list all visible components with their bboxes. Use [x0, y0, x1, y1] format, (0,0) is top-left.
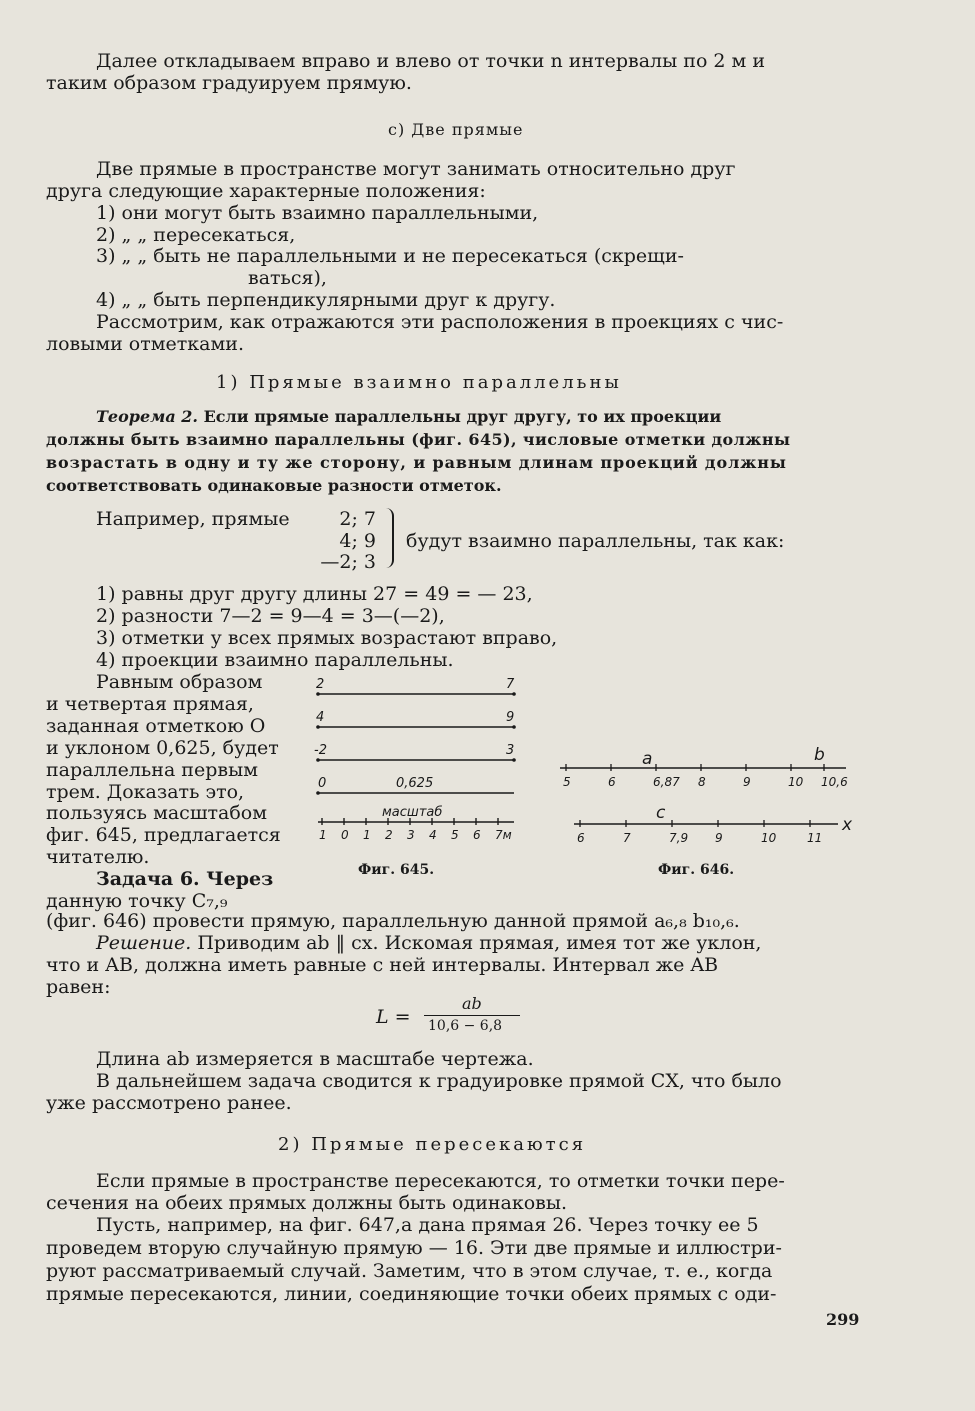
example-prefix: Например, прямые [96, 508, 290, 530]
f645-label: 9 [506, 710, 515, 725]
theorem-line: должны быть взаимно параллельны (фиг. 645), числовые отметки должны [46, 430, 791, 449]
point-a-label: a [642, 749, 653, 769]
formula [376, 994, 556, 1042]
tick-label: 6,87 [653, 775, 680, 789]
text-line: заданная отметкою О [46, 715, 266, 737]
text-line: уже рассмотрено ранее. [46, 1092, 292, 1114]
theorem-line [96, 405, 721, 428]
tick-label: 2 [385, 828, 393, 842]
point-b-label: b [814, 745, 825, 765]
text-line: ловыми отметками. [46, 333, 244, 355]
section-heading: 1) Прямые взаимно параллельны [216, 372, 622, 393]
text-line: ваться), [248, 267, 327, 289]
text-line: руют рассматриваемый случай. Заметим, что в этом случае, т. е., когда [46, 1260, 773, 1282]
tick-label: 9 [715, 831, 723, 845]
text-line: прямые пересекаются, линии, соединяющие точки обеих прямых с оди- [46, 1283, 777, 1305]
text-line: Рассмотрим, как отражаются эти расположения в проекциях с чис- [96, 311, 784, 333]
text-line: Пусть, например, на фиг. 647,а дана прямая 26. Через точку ее 5 [96, 1214, 759, 1236]
text-line: таким образом градуируем прямую. [46, 72, 412, 94]
solution-text: Приводим ab ‖ cx. Искомая прямая, имея тот же уклон, [197, 932, 762, 954]
formula-lhs: L = [376, 1006, 411, 1028]
tick-label: 5 [451, 828, 459, 842]
tick-label: 7,9 [669, 831, 689, 845]
section-heading: с) Две прямые [388, 120, 524, 139]
text-line: проведем вторую случайную прямую — 16. Эти две прямые и иллюстри- [46, 1237, 782, 1259]
figure-caption: Фиг. 646. [658, 862, 735, 878]
tick-label: 5 [563, 775, 571, 789]
f645-label: -2 [314, 743, 327, 758]
text-line: трем. Доказать это, [46, 781, 245, 803]
text-line: пользуясь масштабом [46, 802, 267, 824]
tick-label: 6 [608, 775, 616, 789]
tick-label: 10 [761, 831, 777, 845]
tick-label: 8 [698, 775, 706, 789]
f645-label: 7 [506, 677, 515, 692]
tick-label: 0 [341, 828, 349, 842]
list-item: 3) „ „ быть не параллельными и не пересекаться (скрещи- [96, 245, 684, 267]
text-line: сечения на обеих прямых должны быть одинаковы. [46, 1192, 568, 1214]
text-line: параллельна первым [46, 759, 258, 781]
figure-caption: Фиг. 645. [358, 862, 435, 878]
formula-denominator: 10,6 − 6,8 [428, 1018, 503, 1034]
f645-label: 2 [316, 677, 325, 692]
figure-645 [310, 672, 535, 848]
theorem-line: возрастать в одну и ту же сторону, и равным длинам проекций должны [46, 453, 787, 472]
text-line: данную точку C₇,₉ [46, 890, 228, 912]
theorem-label: Теорема 2. [96, 407, 198, 426]
page-number: 299 [826, 1310, 860, 1329]
text-line: и уклоном 0,625, будет [46, 737, 279, 759]
text-line: Далее откладываем вправо и влево от точки n интервалы по 2 м и [96, 50, 766, 72]
tick-label: 1 [363, 828, 371, 842]
text-line: равен: [46, 976, 111, 998]
point-x-label: x [842, 815, 853, 835]
list-item: 2) разности 7—2 = 9—4 = 3—(—2), [96, 605, 445, 627]
task-label: Задача 6. Через [96, 868, 274, 890]
text-line: друга следующие характерные положения: [46, 180, 486, 202]
text-line: Если прямые в пространстве пересекаются, то отметки точки пере- [96, 1170, 785, 1192]
text-line: Две прямые в пространстве могут занимать относительно друг [96, 158, 736, 180]
theorem-line: соответствовать одинаковые разности отметок. [46, 476, 502, 495]
text-line: Длина ab измеряется в масштабе чертежа. [96, 1048, 534, 1070]
text-line: (фиг. 646) провести прямую, параллельную данной прямой a₆,₈ b₁₀,₆. [46, 910, 740, 932]
example-suffix: будут взаимно параллельны, так как: [406, 530, 785, 552]
list-item: 4) „ „ быть перпендикулярными друг к другу. [96, 289, 556, 311]
list-item: 3) отметки у всех прямых возрастают вправо, [96, 627, 558, 649]
tick-label: 1 [319, 828, 327, 842]
text-line: и четвертая прямая, [46, 693, 254, 715]
solution-line [96, 932, 761, 954]
brace [384, 508, 394, 568]
tick-label: 10 [788, 775, 804, 789]
f645-label: 0,625 [396, 776, 434, 791]
theorem-text: Если прямые параллельны друг другу, то их проекции [203, 407, 722, 426]
tick-label: 9 [743, 775, 751, 789]
point-c-label: c [656, 803, 666, 823]
solution-label: Решение. [96, 932, 192, 954]
text-line: читателю. [46, 846, 150, 868]
example-line-c: —2; 3 [320, 551, 376, 573]
list-item: 1) они могут быть взаимно параллельными, [96, 202, 539, 224]
list-item: 1) равны друг другу длины 27 = 49 = — 23, [96, 583, 533, 605]
f645-label: 4 [316, 710, 325, 725]
section-heading: 2) Прямые пересекаются [278, 1134, 587, 1155]
example-line-a: 2; 7 [339, 508, 376, 530]
tick-label: 6 [577, 831, 585, 845]
tick-label: 7м [495, 828, 512, 842]
f645-scale-label: масштаб [382, 805, 443, 820]
fraction-bar [424, 1015, 520, 1016]
tick-label: 6 [473, 828, 481, 842]
text-line: Равным образом [96, 671, 263, 693]
f645-label: 3 [506, 743, 515, 758]
tick-label: 4 [429, 828, 437, 842]
example-line-b: 4; 9 [339, 530, 376, 552]
tick-label: 7 [623, 831, 631, 845]
tick-label: 11 [807, 831, 823, 845]
figure-646 [556, 744, 868, 848]
text-line: В дальнейшем задача сводится к градуировке прямой CX, что было [96, 1070, 782, 1092]
tick-label: 3 [407, 828, 415, 842]
text-line: что и AB, должна иметь равные с ней интервалы. Интервал же AB [46, 954, 719, 976]
list-item: 2) „ „ пересекаться, [96, 224, 296, 246]
formula-numerator: ab [462, 994, 482, 1013]
list-item: 4) проекции взаимно параллельны. [96, 649, 454, 671]
f645-label: 0 [318, 776, 327, 791]
text-line: фиг. 645, предлагается [46, 824, 281, 846]
tick-label: 10,6 [821, 775, 848, 789]
